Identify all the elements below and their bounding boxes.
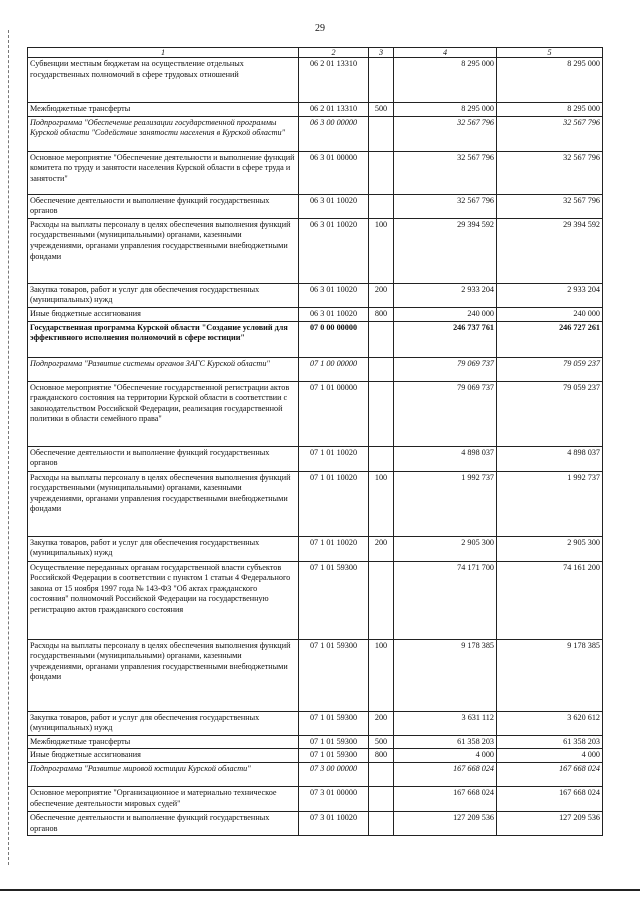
expense-type: 200 [369,536,394,561]
amount-year-1: 4 000 [394,749,497,763]
amount-year-2: 127 209 536 [497,811,603,835]
expense-type: 100 [369,471,394,536]
table-row [28,103,603,117]
target-code: 07 1 01 10020 [299,446,369,471]
target-code: 07 1 01 00000 [299,381,369,446]
amount-year-2: 4 000 [497,749,603,763]
amount-year-1: 79 069 737 [394,357,497,381]
target-code: 07 1 01 10020 [299,471,369,536]
table-row [28,711,603,735]
amount-year-1: 32 567 796 [394,116,497,151]
amount-year-1: 9 178 385 [394,639,497,711]
table-row [28,471,603,536]
row-name: Подпрограмма "Обеспечение реализации государственной программы Курской области "Содействие занятости населения в Курской области" [28,116,299,151]
amount-year-2: 2 933 204 [497,283,603,307]
amount-year-2: 32 567 796 [497,194,603,218]
binding-margin-line [8,30,9,865]
table-row [28,786,603,811]
target-code: 06 2 01 13310 [299,103,369,117]
amount-year-2: 32 567 796 [497,151,603,194]
target-code: 07 1 01 59300 [299,711,369,735]
amount-year-2: 2 905 300 [497,536,603,561]
amount-year-2: 74 161 200 [497,561,603,639]
target-code: 06 3 01 10020 [299,283,369,307]
table-row [28,307,603,321]
row-name: Субвенции местным бюджетам на осуществление отдельных государственных полномочий в сфере трудовых отношений [28,58,299,103]
column-header: 3 [369,48,394,58]
amount-year-1: 79 069 737 [394,381,497,446]
column-header: 5 [497,48,603,58]
expense-type: 200 [369,283,394,307]
row-name: Иные бюджетные ассигнования [28,307,299,321]
expense-type [369,116,394,151]
target-code: 07 1 01 59300 [299,639,369,711]
expense-type [369,811,394,835]
table-row [28,735,603,749]
row-name: Основное мероприятие "Обеспечение государственной регистрации актов гражданского состояния на территории Курской области в соответствии с законодательством Российской Федерации, реализация государственной политики в области семейного права" [28,381,299,446]
table-row [28,116,603,151]
page-number: 29 [315,23,325,34]
amount-year-2: 79 059 237 [497,357,603,381]
amount-year-2: 61 358 203 [497,735,603,749]
expense-type [369,151,394,194]
amount-year-2: 32 567 796 [497,116,603,151]
amount-year-2: 4 898 037 [497,446,603,471]
expense-type: 800 [369,307,394,321]
amount-year-1: 246 737 761 [394,321,497,357]
target-code: 07 1 01 59300 [299,561,369,639]
amount-year-1: 3 631 112 [394,711,497,735]
expense-type: 500 [369,735,394,749]
table-row [28,561,603,639]
expense-type [369,561,394,639]
table-row [28,218,603,283]
expense-type [369,762,394,786]
target-code: 07 3 01 00000 [299,786,369,811]
row-name: Подпрограмма "Развитие мировой юстиции Курской области" [28,762,299,786]
expense-type: 100 [369,218,394,283]
amount-year-2: 240 000 [497,307,603,321]
table-row [28,194,603,218]
target-code: 07 1 01 59300 [299,749,369,763]
expense-type: 500 [369,103,394,117]
amount-year-2: 8 295 000 [497,58,603,103]
table-row [28,446,603,471]
row-name: Закупка товаров, работ и услуг для обеспечения государственных (муниципальных) нужд [28,283,299,307]
target-code: 06 3 00 00000 [299,116,369,151]
amount-year-2: 3 620 612 [497,711,603,735]
row-name: Основное мероприятие "Организационное и материально техническое обеспечение деятельности мировых судей" [28,786,299,811]
amount-year-2: 167 668 024 [497,762,603,786]
target-code: 06 3 01 10020 [299,307,369,321]
amount-year-1: 32 567 796 [394,151,497,194]
column-header: 4 [394,48,497,58]
table-row [28,321,603,357]
row-name: Иные бюджетные ассигнования [28,749,299,763]
row-name: Расходы на выплаты персоналу в целях обеспечения выполнения функций государственными (муниципальными) органами, казенными учреждениями, органами управления государственными внебюджетными фондами [28,639,299,711]
target-code: 06 3 01 10020 [299,218,369,283]
amount-year-1: 167 668 024 [394,786,497,811]
row-name: Осуществление переданных органам государственной власти субъектов Российской Федерации в соответствии с пунктом 1 статьи 4 Федерального закона от 15 ноября 1997 года № 143-ФЗ "Об актах гражданского состояния" полномочий Российской Федерации на государственную регистрацию актов гражданского состояния [28,561,299,639]
expense-type [369,321,394,357]
amount-year-1: 2 933 204 [394,283,497,307]
expense-type: 800 [369,749,394,763]
row-name: Расходы на выплаты персоналу в целях обеспечения выполнения функций государственными (муниципальными) органами, казенными учреждениями, органами управления государственными внебюджетными фондами [28,471,299,536]
expense-type [369,381,394,446]
amount-year-1: 61 358 203 [394,735,497,749]
table-row [28,811,603,835]
expense-type: 200 [369,711,394,735]
amount-year-1: 8 295 000 [394,58,497,103]
target-code: 06 3 01 10020 [299,194,369,218]
target-code: 07 1 01 59300 [299,735,369,749]
amount-year-2: 29 394 592 [497,218,603,283]
column-header: 1 [28,48,299,58]
expense-type [369,786,394,811]
amount-year-2: 8 295 000 [497,103,603,117]
target-code: 06 3 01 00000 [299,151,369,194]
row-name: Межбюджетные трансферты [28,103,299,117]
amount-year-1: 167 668 024 [394,762,497,786]
row-name: Основное мероприятие "Обеспечение деятельности и выполнение функций комитета по труду и занятости населения Курской области в сфере труда и занятости" [28,151,299,194]
target-code: 06 2 01 13310 [299,58,369,103]
amount-year-2: 246 727 261 [497,321,603,357]
expense-type [369,194,394,218]
amount-year-2: 9 178 385 [497,639,603,711]
expense-type [369,58,394,103]
amount-year-1: 74 171 700 [394,561,497,639]
table-row [28,283,603,307]
column-header: 2 [299,48,369,58]
amount-year-1: 127 209 536 [394,811,497,835]
expense-type [369,357,394,381]
row-name: Подпрограмма "Развитие системы органов ЗАГС Курской области" [28,357,299,381]
amount-year-1: 240 000 [394,307,497,321]
row-name: Обеспечение деятельности и выполнение функций государственных органов [28,194,299,218]
row-name: Обеспечение деятельности и выполнение функций государственных органов [28,811,299,835]
target-code: 07 0 00 00000 [299,321,369,357]
target-code: 07 1 00 00000 [299,357,369,381]
table-row [28,58,603,103]
table-row [28,762,603,786]
target-code: 07 3 00 00000 [299,762,369,786]
expense-type [369,446,394,471]
amount-year-2: 79 059 237 [497,381,603,446]
table-header-row [28,48,603,58]
amount-year-1: 32 567 796 [394,194,497,218]
page-bottom-rule [0,889,640,891]
row-name: Расходы на выплаты персоналу в целях обеспечения выполнения функций государственными (муниципальными) органами, казенными учреждениями, органами управления государственными внебюджетными фондами [28,218,299,283]
amount-year-1: 4 898 037 [394,446,497,471]
amount-year-1: 1 992 737 [394,471,497,536]
amount-year-2: 1 992 737 [497,471,603,536]
table-row [28,639,603,711]
row-name: Межбюджетные трансферты [28,735,299,749]
table-row [28,749,603,763]
amount-year-2: 167 668 024 [497,786,603,811]
expense-type: 100 [369,639,394,711]
budget-table [27,47,603,836]
row-name: Закупка товаров, работ и услуг для обеспечения государственных (муниципальных) нужд [28,536,299,561]
row-name: Обеспечение деятельности и выполнение функций государственных органов [28,446,299,471]
table-row [28,381,603,446]
amount-year-1: 29 394 592 [394,218,497,283]
amount-year-1: 8 295 000 [394,103,497,117]
table-row [28,357,603,381]
target-code: 07 1 01 10020 [299,536,369,561]
table-row [28,536,603,561]
row-name: Государственная программа Курской области "Создание условий для эффективного исполнения полномочий в сфере юстиции" [28,321,299,357]
target-code: 07 3 01 10020 [299,811,369,835]
table-row [28,151,603,194]
amount-year-1: 2 905 300 [394,536,497,561]
row-name: Закупка товаров, работ и услуг для обеспечения государственных (муниципальных) нужд [28,711,299,735]
